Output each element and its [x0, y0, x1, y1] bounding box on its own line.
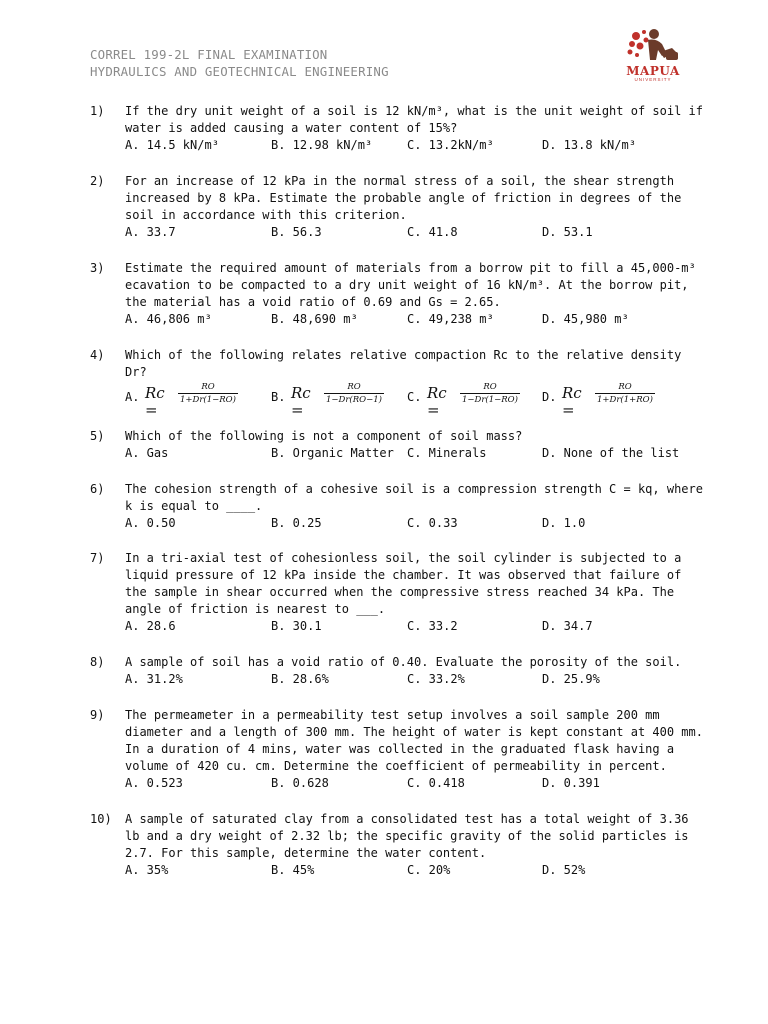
formula-lhs: Rc = — [145, 384, 165, 419]
option-b: B. 30.1 — [271, 619, 322, 633]
option-a: A. 31.2% — [125, 672, 183, 686]
question-text — [125, 347, 690, 381]
question-number: 7) — [90, 551, 105, 565]
answer-options — [125, 515, 690, 532]
option-c: C. Minerals — [407, 446, 487, 460]
question-8 — [90, 654, 690, 688]
question-text — [125, 654, 690, 671]
answer-options — [125, 445, 690, 462]
question-number: 9) — [90, 708, 105, 722]
question-text — [125, 811, 690, 862]
question-line: Which of the following is not a component of soil mass? — [125, 429, 523, 443]
answer-options — [125, 671, 690, 688]
question-number: 2) — [90, 174, 105, 188]
question-number: 1) — [90, 104, 105, 118]
option-b: B. 45% — [271, 863, 315, 877]
question-text — [125, 481, 703, 515]
option-c: C. 33.2% — [407, 672, 465, 686]
question-line: liquid pressure of 12 kPa inside the chamber. It was observed that failure of — [125, 568, 682, 582]
question-number: 4) — [90, 348, 105, 362]
question-line: the material has a void ratio of 0.69 and Gs = 2.65. — [125, 295, 501, 309]
option-a: A. 0.523 — [125, 776, 183, 790]
question-number: 8) — [90, 655, 105, 669]
option-c: C. 0.418 — [407, 776, 465, 790]
fraction-numerator: RO — [347, 382, 361, 392]
option-d: D. 1.0 — [542, 516, 586, 530]
fraction-denominator: 1−Dr(1−RO) — [462, 395, 518, 405]
question-number: 5) — [90, 429, 105, 443]
question-line: diameter and a length of 300 mm. The height of water is kept constant at 400 mm. — [125, 725, 703, 739]
question-text — [125, 550, 690, 618]
answer-options — [125, 862, 690, 879]
question-line: 2.7. For this sample, determine the water content. — [125, 846, 487, 860]
question-line: angle of friction is nearest to ___. — [125, 602, 386, 616]
logo-subtitle: UNIVERSITY — [634, 77, 672, 82]
option-b: B. 0.628 — [271, 776, 329, 790]
fraction-numerator: RO — [483, 382, 497, 392]
question-line: k is equal to ____. — [125, 499, 263, 513]
question-line: water is added causing a water content of 15%? — [125, 121, 458, 135]
option-a: A. Gas — [125, 446, 169, 460]
option-d: D. 25.9% — [542, 672, 600, 686]
question-line: soil in accordance with this criterion. — [125, 208, 407, 222]
question-4 — [90, 347, 690, 419]
option-b: B. 48,690 m³ — [271, 312, 358, 326]
option-b: B. 28.6% — [271, 672, 329, 686]
formula-fraction — [323, 381, 385, 406]
option-b: B. 56.3 — [271, 225, 322, 239]
exam-subtitle: HYDRAULICS AND GEOTECHNICAL ENGINEERING — [90, 64, 389, 79]
question-line: For an increase of 12 kPa in the normal stress of a soil, the shear strength — [125, 174, 675, 188]
question-line: Estimate the required amount of materials from a borrow pit to fill a 45,000-m³ — [125, 261, 696, 275]
option-letter: D. — [542, 390, 557, 404]
option-d: D. 53.1 — [542, 225, 593, 239]
question-3 — [90, 260, 696, 328]
formula-lhs: Rc = — [291, 384, 311, 419]
option-letter: C. — [407, 390, 422, 404]
option-c: C. 33.2 — [407, 619, 458, 633]
question-number: 3) — [90, 261, 105, 275]
question-line: In a tri-axial test of cohesionless soil, the soil cylinder is subjected to a — [125, 551, 682, 565]
question-line: A sample of saturated clay from a consolidated test has a total weight of 3.36 — [125, 812, 689, 826]
option-b: B. 0.25 — [271, 516, 322, 530]
question-text — [125, 428, 690, 445]
option-d: D. 52% — [542, 863, 586, 877]
question-line: volume of 420 cu. cm. Determine the coefficient of permeability in percent. — [125, 759, 667, 773]
option-a: A. 28.6 — [125, 619, 176, 633]
answer-options — [125, 224, 690, 241]
fraction-denominator: 1+Dr(1−RO) — [180, 395, 236, 405]
question-text — [125, 707, 703, 775]
option-c: C. 41.8 — [407, 225, 458, 239]
logo-name: MAPUA — [626, 64, 680, 78]
option-letter: A. — [125, 390, 140, 404]
question-line: The cohesion strength of a cohesive soil is a compression strength C = kq, where — [125, 482, 703, 496]
option-d: D. 45,980 m³ — [542, 312, 629, 326]
option-d: D. 0.391 — [542, 776, 600, 790]
option-c: C. 0.33 — [407, 516, 458, 530]
answer-options — [125, 775, 690, 792]
question-text — [125, 173, 690, 224]
question-line: increased by 8 kPa. Estimate the probable angle of friction in degrees of the — [125, 191, 682, 205]
fraction-denominator: 1−Dr(RO−1) — [326, 395, 382, 405]
fraction-denominator: 1+Dr(1+RO) — [597, 395, 653, 405]
exam-title: CORREL 199-2L FINAL EXAMINATION — [90, 47, 328, 62]
option-b: B. Organic Matter — [271, 446, 394, 460]
question-text — [125, 103, 703, 137]
question-6 — [90, 481, 703, 532]
answer-options — [125, 137, 690, 154]
formula-options — [125, 381, 690, 419]
question-line: ecavation to be compacted to a dry unit weight of 16 kN/m³. At the borrow pit, — [125, 278, 689, 292]
option-c: C. 20% — [407, 863, 451, 877]
fraction-numerator: RO — [618, 382, 632, 392]
option-d: D. None of the list — [542, 446, 680, 460]
exam-header — [90, 46, 389, 80]
question-line: the sample in shear occurred when the compressive stress reached 34 kPa. The — [125, 585, 675, 599]
question-line: Dr? — [125, 365, 147, 379]
question-line: The permeameter in a permeability test setup involves a soil sample 200 mm — [125, 708, 660, 722]
question-number: 10) — [90, 812, 112, 826]
question-5 — [90, 428, 690, 462]
question-2 — [90, 173, 690, 241]
question-9 — [90, 707, 703, 792]
answer-options — [125, 618, 690, 635]
option-a: A. 14.5 kN/m³ — [125, 138, 219, 152]
option-d: D. 34.7 — [542, 619, 593, 633]
question-text — [125, 260, 696, 311]
answer-options — [125, 311, 690, 328]
question-line: If the dry unit weight of a soil is 12 kN/m³, what is the unit weight of soil if — [125, 104, 703, 118]
option-a: A. 33.7 — [125, 225, 176, 239]
option-a: A. 35% — [125, 863, 169, 877]
question-7 — [90, 550, 690, 635]
question-1 — [90, 103, 703, 154]
question-10 — [90, 811, 690, 879]
question-line: lb and a dry weight of 2.32 lb; the specific gravity of the solid particles is — [125, 829, 689, 843]
option-a: A. 46,806 m³ — [125, 312, 212, 326]
option-c: C. 49,238 m³ — [407, 312, 494, 326]
question-line: In a duration of 4 mins, water was collected in the graduated flask having a — [125, 742, 675, 756]
question-number: 6) — [90, 482, 105, 496]
option-letter: B. — [271, 390, 286, 404]
formula-fraction — [177, 381, 239, 406]
option-c: C. 13.2kN/m³ — [407, 138, 494, 152]
question-line: A sample of soil has a void ratio of 0.40. Evaluate the porosity of the soil. — [125, 655, 682, 669]
formula-lhs: Rc = — [562, 384, 582, 419]
option-a: A. 0.50 — [125, 516, 176, 530]
option-b: B. 12.98 kN/m³ — [271, 138, 373, 152]
fraction-numerator: RO — [201, 382, 215, 392]
formula-fraction — [459, 381, 521, 406]
formula-lhs: Rc = — [427, 384, 447, 419]
question-line: Which of the following relates relative compaction Rc to the relative density — [125, 348, 682, 362]
formula-fraction — [594, 381, 656, 406]
option-d: D. 13.8 kN/m³ — [542, 138, 636, 152]
